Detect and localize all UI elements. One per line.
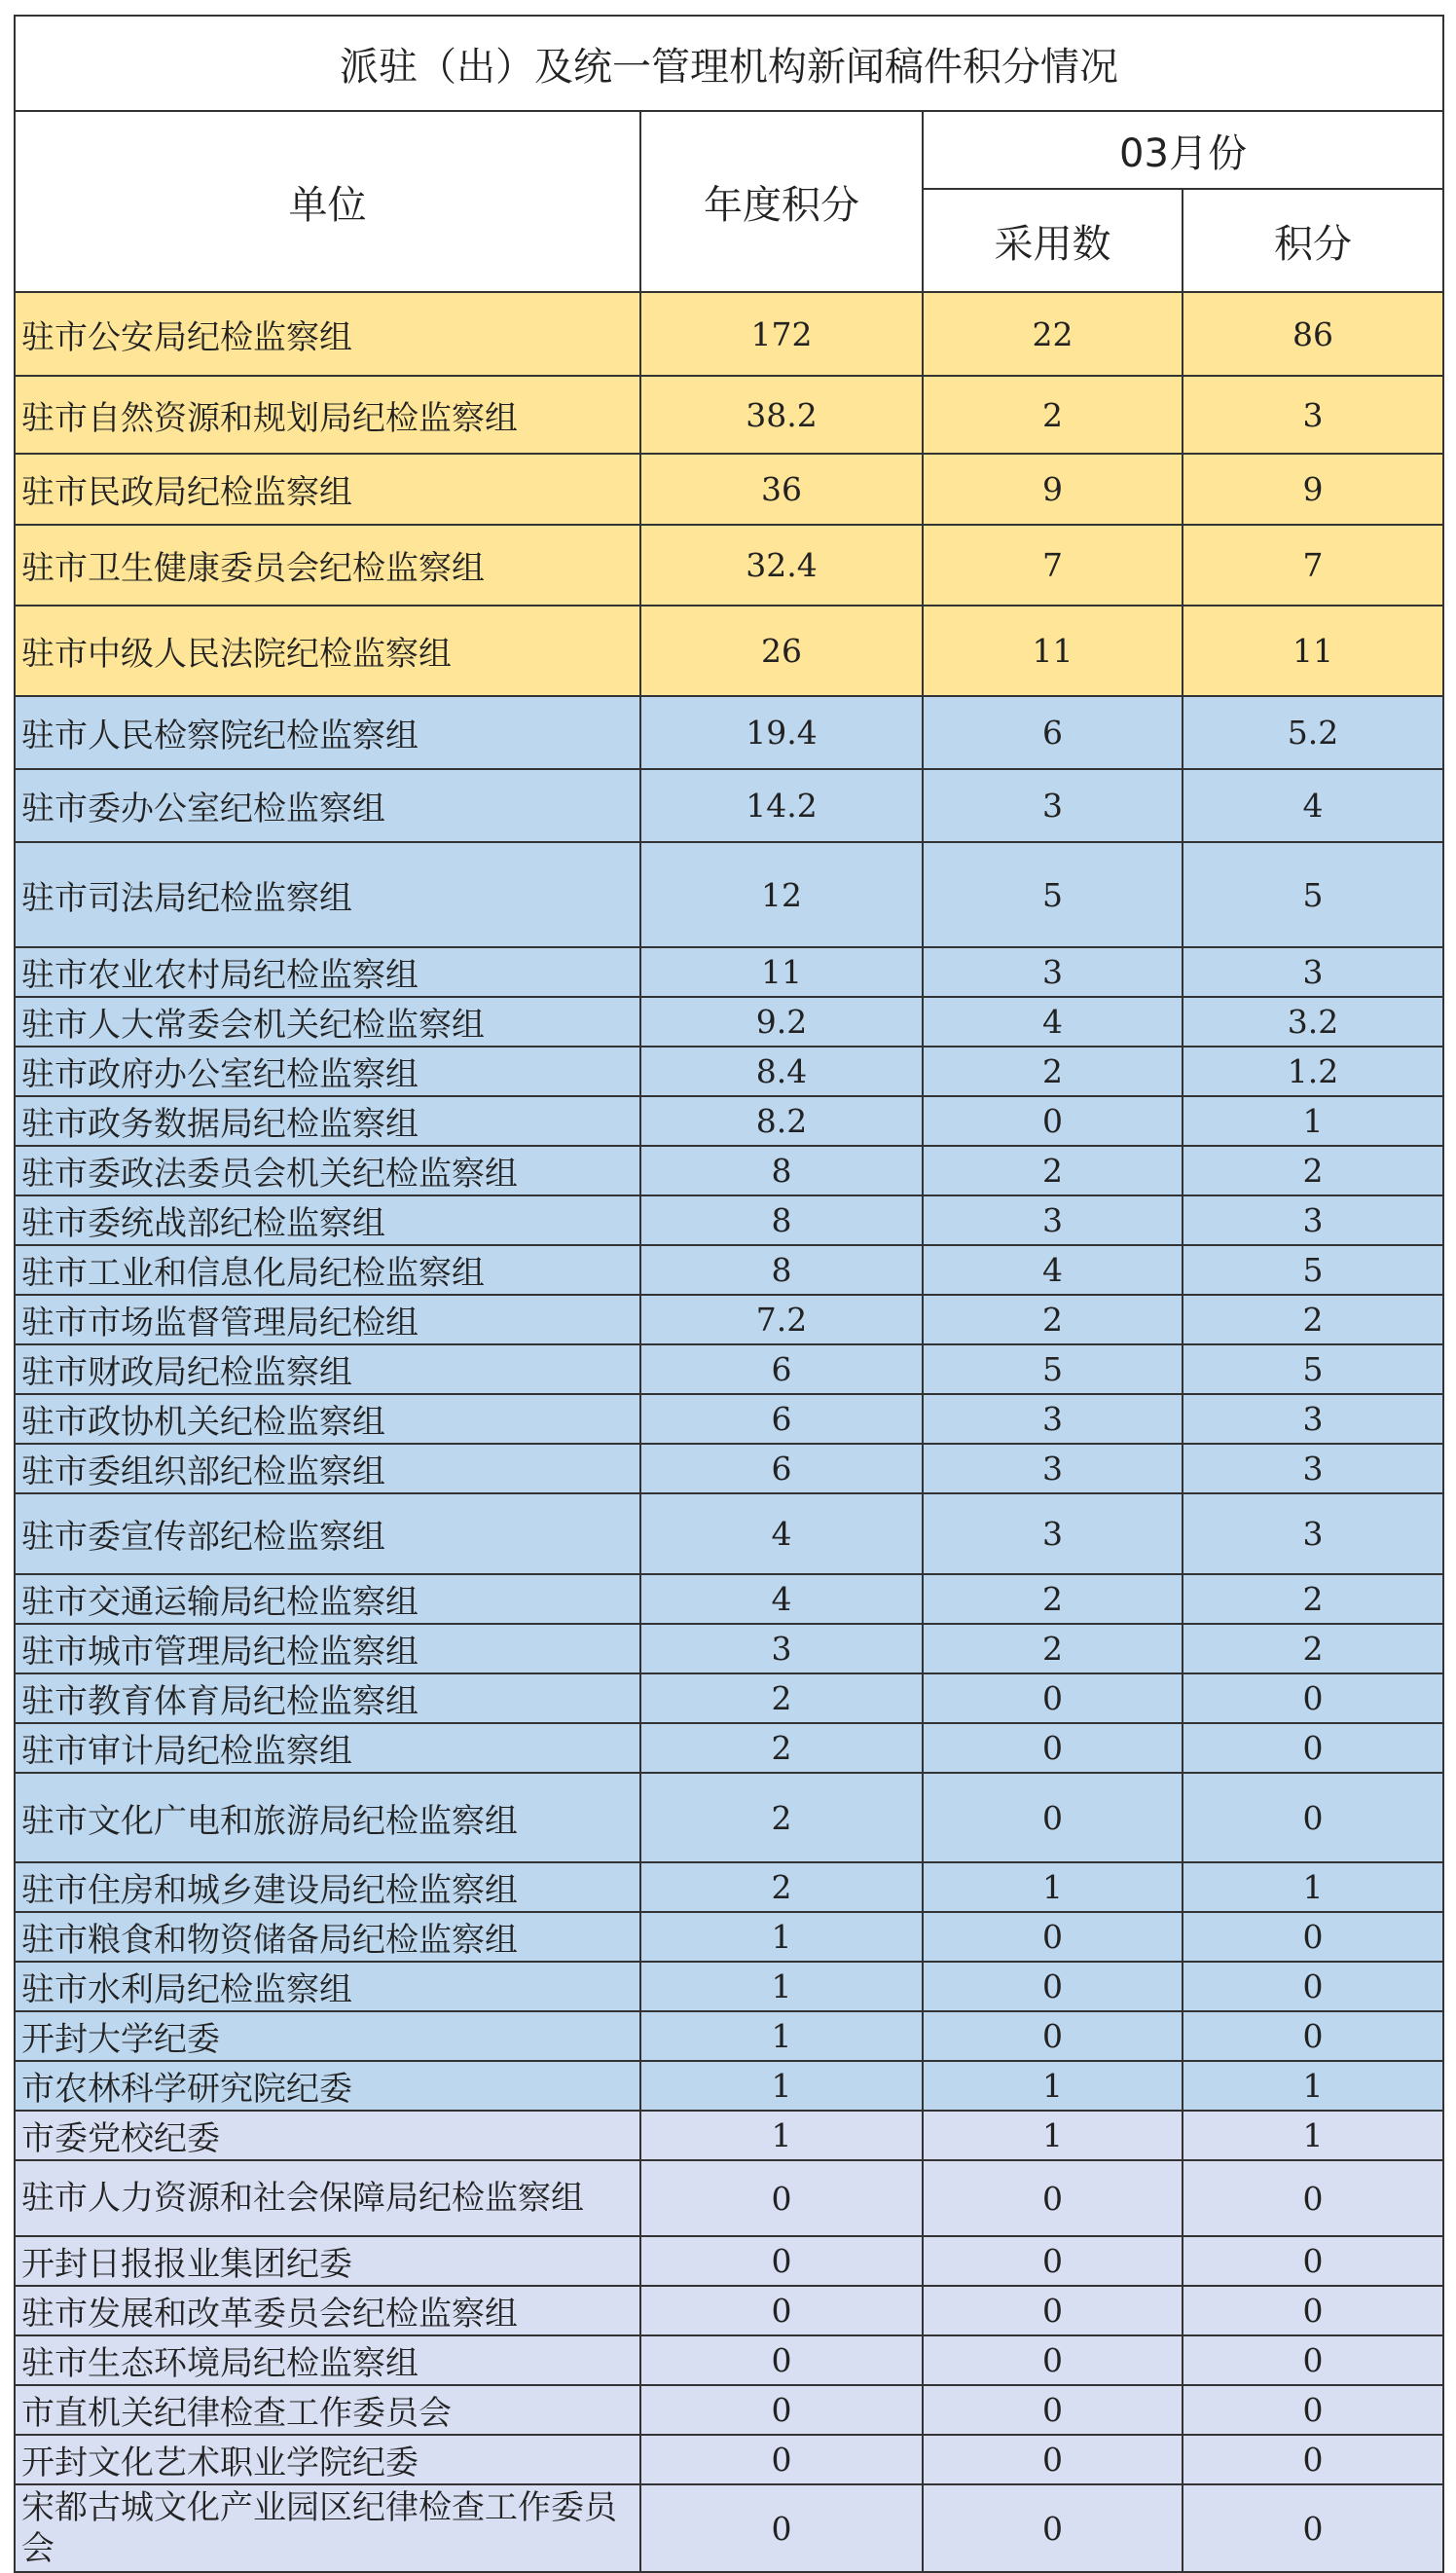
table-row	[15, 1394, 1443, 1444]
table-row	[15, 1624, 1443, 1673]
month-score-cell: 4	[1183, 769, 1443, 842]
annual-score-cell: 0	[640, 2435, 923, 2484]
unit-cell: 驻市自然资源和规划局纪检监察组	[15, 376, 640, 454]
unit-cell: 驻市水利局纪检监察组	[15, 1962, 640, 2011]
adopted-count-cell: 2	[923, 1146, 1183, 1195]
table-row	[15, 525, 1443, 606]
annual-score-cell: 8.4	[640, 1047, 923, 1096]
adopted-count-cell: 0	[923, 2236, 1183, 2286]
annual-score-cell: 38.2	[640, 376, 923, 454]
unit-cell: 驻市粮食和物资储备局纪检监察组	[15, 1912, 640, 1962]
header-unit: 单位	[15, 111, 640, 292]
table-row	[15, 1723, 1443, 1773]
adopted-count-cell: 2	[923, 1574, 1183, 1624]
adopted-count-cell: 0	[923, 2484, 1183, 2572]
annual-score-cell: 11	[640, 947, 923, 997]
month-score-cell: 1.2	[1183, 1047, 1443, 1096]
table-row	[15, 2385, 1443, 2435]
annual-score-cell: 2	[640, 1673, 923, 1723]
month-score-cell: 3	[1183, 1493, 1443, 1574]
annual-score-cell: 1	[640, 1962, 923, 2011]
unit-cell: 驻市委政法委员会机关纪检监察组	[15, 1146, 640, 1195]
unit-cell: 驻市城市管理局纪检监察组	[15, 1624, 640, 1673]
adopted-count-cell: 0	[923, 2286, 1183, 2335]
month-score-cell: 3	[1183, 1394, 1443, 1444]
header-adopted: 采用数	[923, 189, 1183, 292]
annual-score-cell: 4	[640, 1493, 923, 1574]
adopted-count-cell: 5	[923, 842, 1183, 947]
table-row	[15, 1096, 1443, 1146]
table-row	[15, 2335, 1443, 2385]
adopted-count-cell: 3	[923, 1493, 1183, 1574]
month-score-cell: 2	[1183, 1574, 1443, 1624]
table-row	[15, 1047, 1443, 1096]
table-row	[15, 769, 1443, 842]
annual-score-cell: 6	[640, 1394, 923, 1444]
unit-cell: 开封日报报业集团纪委	[15, 2236, 640, 2286]
annual-score-cell: 26	[640, 606, 923, 696]
adopted-count-cell: 0	[923, 2160, 1183, 2236]
annual-score-cell: 12	[640, 842, 923, 947]
annual-score-cell: 8	[640, 1245, 923, 1295]
month-score-cell: 0	[1183, 1912, 1443, 1962]
month-score-cell: 0	[1183, 2335, 1443, 2385]
annual-score-cell: 8.2	[640, 1096, 923, 1146]
annual-score-cell: 36	[640, 454, 923, 525]
month-score-cell: 0	[1183, 2385, 1443, 2435]
annual-score-cell: 0	[640, 2484, 923, 2572]
adopted-count-cell: 3	[923, 1195, 1183, 1245]
unit-cell: 市直机关纪律检查工作委员会	[15, 2385, 640, 2435]
header-month: 03月份	[923, 111, 1443, 189]
month-score-cell: 0	[1183, 1773, 1443, 1862]
annual-score-cell: 2	[640, 1723, 923, 1773]
table-row	[15, 1146, 1443, 1195]
month-score-cell: 5	[1183, 1245, 1443, 1295]
unit-cell: 驻市文化广电和旅游局纪检监察组	[15, 1773, 640, 1862]
month-score-cell: 0	[1183, 1723, 1443, 1773]
annual-score-cell: 0	[640, 2236, 923, 2286]
adopted-count-cell: 2	[923, 1295, 1183, 1344]
table-row	[15, 842, 1443, 947]
adopted-count-cell: 0	[923, 1962, 1183, 2011]
annual-score-cell: 14.2	[640, 769, 923, 842]
adopted-count-cell: 11	[923, 606, 1183, 696]
annual-score-cell: 2	[640, 1862, 923, 1912]
annual-score-cell: 19.4	[640, 696, 923, 769]
annual-score-cell: 0	[640, 2286, 923, 2335]
unit-cell: 驻市市场监督管理局纪检组	[15, 1295, 640, 1344]
unit-cell: 市农林科学研究院纪委	[15, 2061, 640, 2111]
annual-score-cell: 8	[640, 1146, 923, 1195]
table-body	[15, 292, 1443, 2572]
month-score-cell: 0	[1183, 2484, 1443, 2572]
month-score-cell: 86	[1183, 292, 1443, 376]
adopted-count-cell: 0	[923, 2435, 1183, 2484]
header-annual-score: 年度积分	[640, 111, 923, 292]
month-score-cell: 9	[1183, 454, 1443, 525]
adopted-count-cell: 2	[923, 376, 1183, 454]
adopted-count-cell: 2	[923, 1624, 1183, 1673]
table-row	[15, 1195, 1443, 1245]
unit-cell: 驻市住房和城乡建设局纪检监察组	[15, 1862, 640, 1912]
month-score-cell: 3	[1183, 947, 1443, 997]
annual-score-cell: 1	[640, 2011, 923, 2061]
month-score-cell: 11	[1183, 606, 1443, 696]
table-row	[15, 1912, 1443, 1962]
table-row	[15, 1245, 1443, 1295]
month-score-cell: 1	[1183, 1862, 1443, 1912]
adopted-count-cell: 22	[923, 292, 1183, 376]
adopted-count-cell: 4	[923, 1245, 1183, 1295]
unit-cell: 驻市公安局纪检监察组	[15, 292, 640, 376]
table-row	[15, 696, 1443, 769]
adopted-count-cell: 3	[923, 769, 1183, 842]
month-score-cell: 2	[1183, 1295, 1443, 1344]
unit-cell: 驻市生态环境局纪检监察组	[15, 2335, 640, 2385]
month-score-cell: 1	[1183, 2061, 1443, 2111]
annual-score-cell: 3	[640, 1624, 923, 1673]
adopted-count-cell: 0	[923, 2335, 1183, 2385]
table-row	[15, 1862, 1443, 1912]
adopted-count-cell: 1	[923, 1862, 1183, 1912]
table-row	[15, 292, 1443, 376]
annual-score-cell: 7.2	[640, 1295, 923, 1344]
table-row	[15, 1773, 1443, 1862]
annual-score-cell: 6	[640, 1344, 923, 1394]
unit-cell: 驻市工业和信息化局纪检监察组	[15, 1245, 640, 1295]
table-row	[15, 2484, 1443, 2572]
table-row	[15, 2011, 1443, 2061]
score-table	[14, 15, 1444, 2573]
unit-cell: 驻市卫生健康委员会纪检监察组	[15, 525, 640, 606]
unit-cell: 驻市人民检察院纪检监察组	[15, 696, 640, 769]
annual-score-cell: 4	[640, 1574, 923, 1624]
unit-cell: 开封文化艺术职业学院纪委	[15, 2435, 640, 2484]
month-score-cell: 3	[1183, 1444, 1443, 1493]
table-row	[15, 1673, 1443, 1723]
annual-score-cell: 1	[640, 1912, 923, 1962]
table-row	[15, 1295, 1443, 1344]
month-score-cell: 1	[1183, 1096, 1443, 1146]
table-row	[15, 1344, 1443, 1394]
table-row	[15, 2286, 1443, 2335]
table-row	[15, 2160, 1443, 2236]
unit-cell: 驻市审计局纪检监察组	[15, 1723, 640, 1773]
month-score-cell: 0	[1183, 1962, 1443, 2011]
unit-cell: 驻市政协机关纪检监察组	[15, 1394, 640, 1444]
unit-cell: 驻市交通运输局纪检监察组	[15, 1574, 640, 1624]
adopted-count-cell: 0	[923, 1096, 1183, 1146]
unit-cell: 开封大学纪委	[15, 2011, 640, 2061]
month-score-cell: 0	[1183, 1673, 1443, 1723]
unit-cell: 驻市教育体育局纪检监察组	[15, 1673, 640, 1723]
month-score-cell: 3	[1183, 1195, 1443, 1245]
adopted-count-cell: 7	[923, 525, 1183, 606]
adopted-count-cell: 0	[923, 2385, 1183, 2435]
table-title: 派驻（出）及统一管理机构新闻稿件积分情况	[15, 16, 1443, 111]
adopted-count-cell: 1	[923, 2111, 1183, 2160]
unit-cell: 驻市民政局纪检监察组	[15, 454, 640, 525]
month-score-cell: 3	[1183, 376, 1443, 454]
month-score-cell: 3.2	[1183, 997, 1443, 1047]
adopted-count-cell: 3	[923, 947, 1183, 997]
unit-cell: 驻市委组织部纪检监察组	[15, 1444, 640, 1493]
annual-score-cell: 2	[640, 1773, 923, 1862]
unit-cell: 驻市政府办公室纪检监察组	[15, 1047, 640, 1096]
unit-cell: 驻市财政局纪检监察组	[15, 1344, 640, 1394]
adopted-count-cell: 9	[923, 454, 1183, 525]
unit-cell: 驻市委办公室纪检监察组	[15, 769, 640, 842]
month-score-cell: 5.2	[1183, 696, 1443, 769]
annual-score-cell: 0	[640, 2335, 923, 2385]
annual-score-cell: 0	[640, 2385, 923, 2435]
unit-cell: 驻市委宣传部纪检监察组	[15, 1493, 640, 1574]
unit-cell: 市委党校纪委	[15, 2111, 640, 2160]
adopted-count-cell: 0	[923, 1912, 1183, 1962]
adopted-count-cell: 1	[923, 2061, 1183, 2111]
annual-score-cell: 8	[640, 1195, 923, 1245]
adopted-count-cell: 4	[923, 997, 1183, 1047]
table-row	[15, 2061, 1443, 2111]
adopted-count-cell: 0	[923, 1723, 1183, 1773]
month-score-cell: 0	[1183, 2236, 1443, 2286]
month-score-cell: 0	[1183, 2160, 1443, 2236]
table-row	[15, 2236, 1443, 2286]
unit-cell: 驻市农业农村局纪检监察组	[15, 947, 640, 997]
adopted-count-cell: 0	[923, 2011, 1183, 2061]
annual-score-cell: 172	[640, 292, 923, 376]
month-score-cell: 0	[1183, 2435, 1443, 2484]
month-score-cell: 2	[1183, 1146, 1443, 1195]
table-row	[15, 1574, 1443, 1624]
table-row	[15, 606, 1443, 696]
header-score: 积分	[1183, 189, 1443, 292]
unit-cell: 驻市司法局纪检监察组	[15, 842, 640, 947]
adopted-count-cell: 2	[923, 1047, 1183, 1096]
adopted-count-cell: 3	[923, 1444, 1183, 1493]
table-row	[15, 1962, 1443, 2011]
month-score-cell: 5	[1183, 842, 1443, 947]
unit-cell: 宋都古城文化产业园区纪律检查工作委员会	[15, 2484, 640, 2572]
table-row	[15, 1444, 1443, 1493]
unit-cell: 驻市政务数据局纪检监察组	[15, 1096, 640, 1146]
annual-score-cell: 9.2	[640, 997, 923, 1047]
table-row	[15, 1493, 1443, 1574]
unit-cell: 驻市人力资源和社会保障局纪检监察组	[15, 2160, 640, 2236]
table-row	[15, 376, 1443, 454]
unit-cell: 驻市中级人民法院纪检监察组	[15, 606, 640, 696]
unit-cell: 驻市人大常委会机关纪检监察组	[15, 997, 640, 1047]
unit-cell: 驻市发展和改革委员会纪检监察组	[15, 2286, 640, 2335]
table-row	[15, 2111, 1443, 2160]
month-score-cell: 2	[1183, 1624, 1443, 1673]
adopted-count-cell: 5	[923, 1344, 1183, 1394]
table-row	[15, 997, 1443, 1047]
annual-score-cell: 1	[640, 2061, 923, 2111]
adopted-count-cell: 6	[923, 696, 1183, 769]
adopted-count-cell: 0	[923, 1773, 1183, 1862]
month-score-cell: 0	[1183, 2011, 1443, 2061]
table-row	[15, 2435, 1443, 2484]
annual-score-cell: 0	[640, 2160, 923, 2236]
annual-score-cell: 1	[640, 2111, 923, 2160]
table-row	[15, 454, 1443, 525]
table-row	[15, 947, 1443, 997]
month-score-cell: 1	[1183, 2111, 1443, 2160]
adopted-count-cell: 3	[923, 1394, 1183, 1444]
annual-score-cell: 6	[640, 1444, 923, 1493]
month-score-cell: 5	[1183, 1344, 1443, 1394]
month-score-cell: 7	[1183, 525, 1443, 606]
annual-score-cell: 32.4	[640, 525, 923, 606]
month-score-cell: 0	[1183, 2286, 1443, 2335]
unit-cell: 驻市委统战部纪检监察组	[15, 1195, 640, 1245]
adopted-count-cell: 0	[923, 1673, 1183, 1723]
